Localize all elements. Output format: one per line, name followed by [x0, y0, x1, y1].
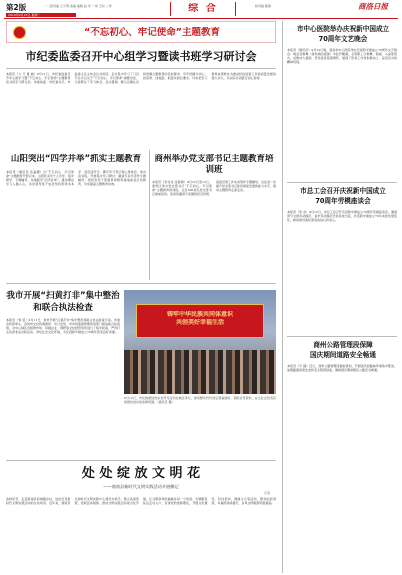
- lead-rule: [6, 68, 276, 69]
- banner-title: “不忘初心、牢记使命”主题教育: [84, 27, 220, 38]
- col2-body: 本报讯（李兆龙 张春倩）9月12日至13日，商州区举办党支部书记“不忘初心、牢记使命”主题教育培训班，全区300余名党支部书记参加培训。培训班邀请专家围绕党章党规、基层党建工作实务等作专题辅导，旨在进一步提升党支部书记抓党建促发展的能力水平，推动主题教育走深走实。: [152, 180, 276, 197]
- right-col-divider: [282, 21, 283, 573]
- section-name: 综 合: [188, 3, 218, 14]
- photo-crowd: [124, 350, 276, 394]
- enforce-headline: 我市开展“扫黄打非”集中整治和联合执法检查: [6, 291, 120, 313]
- right1-headline: 市中心医院举办庆祝新中国成立 70周年文艺晚会: [296, 25, 390, 43]
- right2-body: 本报讯（李 洁）9月12日，市总工会召开庆祝新中国成立70周年劳模座谈会，邀请部分全国劳动模范、省市劳动模范代表座谈交流，共话新中国成立70年来的发展变化，畅谈建设美好商洛的信心和决心。: [287, 210, 397, 223]
- right-rule-2: [287, 336, 397, 337]
- feature-headline: 处 处 绽 放 文 明 花: [81, 466, 201, 481]
- right3-headline: 商州公路管理段保障 国庆期间道路安全畅通: [310, 341, 376, 359]
- col1-body: 本报讯（通讯员 张晶娜）自“不忘初心、牢记使命”主题教育开展以来，山阳县突出个人自学、集中研学、专题辅导、实地践学“四学并举”，推动理论学习入脑入心。该县领导班子成员坚持原原本本学、逐章逐节学，撰写学习笔记和心得体会；举办读书班，开展集中学习研讨；邀请专家学者作专题辅导；组织党员干部到革命教育基地接受红色教育，切实提高主题教育实效。: [6, 170, 146, 187]
- photo-caption: 9月12日，市民族团结进步宣传月活动在城区举行，现场群众纷纷驻足观看展板、领取宣传资料，在全社会营造民族团结进步的浓厚氛围。（通讯员 摄）: [124, 396, 276, 405]
- newspaper-logo: 商洛日报: [358, 2, 388, 11]
- photo-stage-backdrop: [136, 304, 264, 338]
- feature-body: 金秋时节，走进商南县的城镇乡村，处处可见新时代文明实践活动的生动场景。近年来，商南县以新时代文明实践中心建设为抓手，整合各类资源，创新活动载体，推动文明实践活动常态化开展，让文明新风吹遍城乡每一个角落。志愿服务队伍走村入户，宣讲党的创新理论，开展文化惠民、科技培训、健康义诊等活动，群众的获得感、幸福感持续提升，乡风文明程度明显提高。: [6, 497, 276, 506]
- col2-headline: 商州举办党支部书记主题教育培训班: [154, 154, 274, 175]
- right3-body: 本报讯（宁 越）近日，商州公路管理段提前谋划，开展国庆前路域环境集中整治，加强路面病害处治和安全隐患排查，确保国庆期间辖区公路安全畅通。: [287, 364, 397, 373]
- theme-banner: [6, 21, 276, 43]
- feature-rule: [6, 460, 276, 461]
- lead-body: 本报讯（大 斤 夏 晓）9月11日，市纪委监委召开中心组学习暨“不忘初心、牢记使命”主题教育读书班学习研讨会。市委常委、市纪委书记、市监委主任主持会议并讲话。会议集中学习了习近平总书记关于“不忘初心、牢记使命”重要论述，交流研讨了学习体会。会议强调，要以正确认识和把握主题教育的目标要求，牢牢把握守初心、担使命、找差距、抓落实的总要求，切实把学习教育成果转化为推动纪检监察工作高质量发展的强大动力，以实际行动践行初心使命。: [6, 72, 276, 85]
- event-photo: [124, 290, 276, 394]
- photo-banner-line2: 共创美好幸福生活: [175, 319, 224, 326]
- right-rule-1: [287, 182, 397, 183]
- section-rule: [6, 283, 276, 284]
- page-number: 第2版: [6, 3, 27, 12]
- right2-headline: 市总工会召开庆祝新中国成立 70周年劳模座谈会: [300, 187, 386, 205]
- col1-headline: 山阳突出“四学并举”抓实主题教育: [10, 154, 142, 164]
- feature-subhead: ——商南县新时代文明实践活动开展侧记: [103, 484, 179, 489]
- feature-byline: 记者: [263, 491, 270, 495]
- masthead-meta: 一二版责编 王元明 美编 编辑 赵 李 一审 王如 二审: [44, 4, 112, 8]
- masthead-right-meta: 版责编 邮箱: [255, 4, 271, 8]
- enforce-body-cont: [124, 420, 276, 456]
- col-divider: [149, 150, 150, 280]
- photo-banner-line1: 铸牢中华民族共同体意识: [166, 311, 233, 318]
- issue-date: 2019年9月16日 星期一: [6, 13, 76, 17]
- lead-headline: 市纪委监委召开中心组学习暨读书班学习研讨会: [25, 50, 257, 63]
- enforce-body: 本报讯（刘 蕊）9月11日，我市开展“扫黄打非”集中整治和联合执法检查行动。市委宣传部牵头，会同市文化和旅游局、市公安局、市市场监督管理局等部门组成联合检查组，对中心城区出版物市场、印刷企业、网吧等文化经营场所进行了集中检查，严厉打击各类非法出版活动，净化社会文化环境，为庆祝新中国成立70周年营造良好氛围。: [6, 318, 120, 335]
- masthead-rule: [4, 18, 398, 19]
- right1-body: 本报讯（通讯员）9月12日晚，商洛市中心医院举办庆祝新中国成立70周年文艺晚会。晚会在歌舞《我和我的祖国》中拉开帷幕，全院职工以歌舞、朗诵、小品等形式，讴歌伟大祖国，抒发爱党爱国情怀，展现了医务工作者积极向上、奋发有为的精神风貌。: [287, 48, 397, 65]
- party-emblem-icon: [13, 26, 26, 39]
